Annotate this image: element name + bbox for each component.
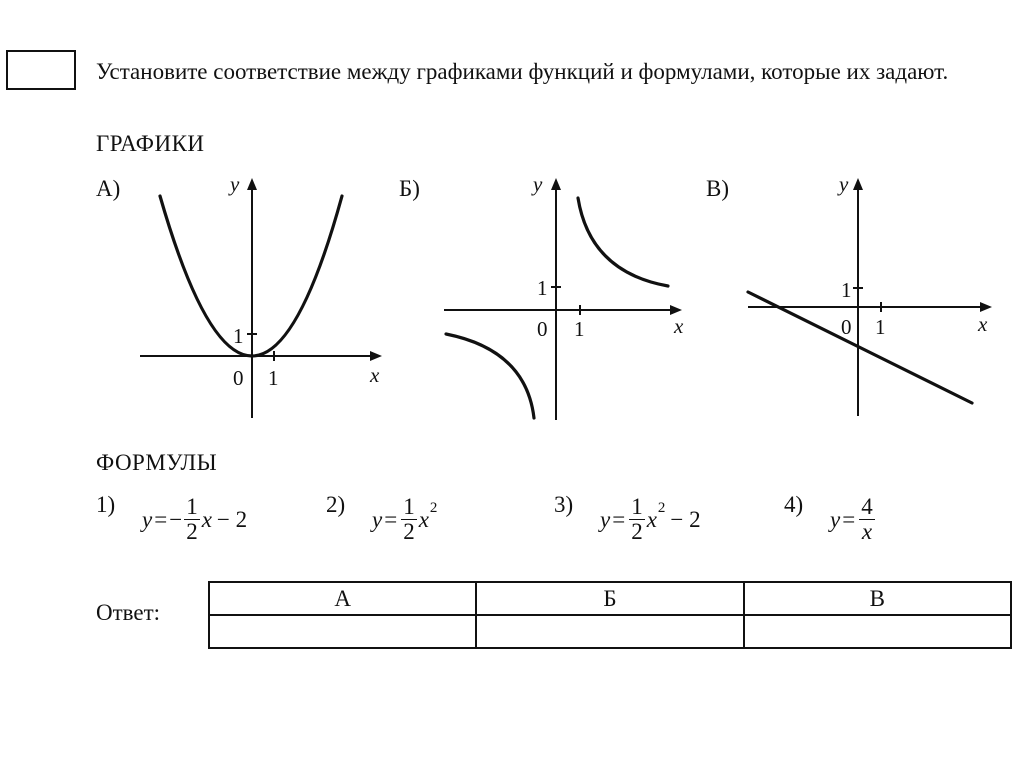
formula-4-frac-num: 4 — [861, 494, 873, 519]
formula-3 — [600, 495, 701, 544]
graphs-heading: ГРАФИКИ — [96, 131, 205, 156]
formula-3-tail: − 2 — [670, 506, 701, 532]
formula-3-var: x — [646, 506, 657, 532]
formula-2 — [372, 495, 437, 544]
formula-3-exp: 2 — [657, 500, 666, 516]
graph-c-tick-y-label: 1 — [841, 278, 852, 302]
graph-b-tick-x-label: 1 — [574, 317, 585, 341]
graph-a-label: А) — [96, 176, 121, 201]
answer-col-c-header: В — [744, 582, 1011, 615]
graph-a-x-label: x — [370, 363, 380, 387]
formula-1-tail: − 2 — [216, 506, 248, 532]
formula-3-fraction — [629, 495, 645, 544]
formula-3-number: 3) — [554, 492, 574, 517]
formula-1-frac-den: 2 — [186, 519, 198, 544]
graph-c-tick-x-label: 1 — [875, 315, 886, 339]
graph-a-tick-x-label: 1 — [268, 366, 279, 390]
formula-1-frac-num: 1 — [186, 494, 198, 519]
graph-b-tick-y-label: 1 — [537, 276, 548, 300]
answer-header-row — [209, 582, 1011, 615]
answer-label: Ответ: — [96, 600, 161, 625]
graph-c-y-arrow — [853, 178, 863, 190]
formula-1-eq: = — [154, 506, 168, 532]
answer-table — [208, 581, 1012, 649]
answer-col-b-header: Б — [476, 582, 743, 615]
graph-c-x-label: x — [978, 312, 988, 336]
graph-a-tick-y-label: 1 — [233, 324, 244, 348]
graph-b-label: Б) — [399, 176, 420, 201]
formula-1-sign: − — [169, 506, 183, 532]
formulas-heading: ФОРМУЛЫ — [96, 450, 218, 475]
graph-b-origin-label: 0 — [537, 317, 548, 341]
formula-3-frac-num: 1 — [631, 494, 643, 519]
graph-c-label: В) — [706, 176, 729, 201]
formula-2-frac-den: 2 — [403, 519, 415, 544]
graph-b-x-label: x — [674, 314, 684, 338]
answer-col-a-header: А — [209, 582, 476, 615]
formula-1-var: x — [201, 506, 212, 532]
formula-2-eq: = — [384, 506, 398, 532]
formula-4-eq: = — [842, 506, 856, 532]
formula-2-var: x — [418, 506, 429, 532]
formula-2-lhs: y — [372, 506, 383, 532]
formula-1-lhs: y — [142, 506, 153, 532]
formula-2-frac-num: 1 — [403, 494, 415, 519]
graph-b-y-label: y — [533, 172, 543, 196]
answer-cell-a[interactable] — [209, 615, 476, 648]
formula-4-number: 4) — [784, 492, 804, 517]
answer-cell-b[interactable] — [476, 615, 743, 648]
formula-3-frac-den: 2 — [631, 519, 643, 544]
formula-3-eq: = — [612, 506, 626, 532]
answer-input-row — [209, 615, 1011, 648]
formula-1-fraction — [184, 495, 200, 544]
formula-1-number: 1) — [96, 492, 116, 517]
formula-2-fraction — [401, 495, 417, 544]
formula-4-fraction — [859, 495, 875, 544]
graph-c-line — [748, 292, 972, 403]
formula-4-lhs: y — [830, 506, 841, 532]
graph-c-y-label: y — [839, 172, 849, 196]
formula-4 — [830, 495, 877, 544]
formula-3-lhs: y — [600, 506, 611, 532]
graph-a-y-label: y — [230, 172, 240, 196]
task-statement: Установите соответствие между графиками функций и формулами, которые их задают. — [96, 59, 949, 84]
formula-2-number: 2) — [326, 492, 346, 517]
formula-1 — [142, 495, 247, 544]
formula-4-frac-den: x — [861, 519, 873, 544]
formula-2-exp: 2 — [429, 500, 438, 516]
answer-cell-c[interactable] — [744, 615, 1011, 648]
graph-c-x-arrow — [980, 302, 992, 312]
graph-c-origin-label: 0 — [841, 315, 852, 339]
graph-a-origin-label: 0 — [233, 366, 244, 390]
